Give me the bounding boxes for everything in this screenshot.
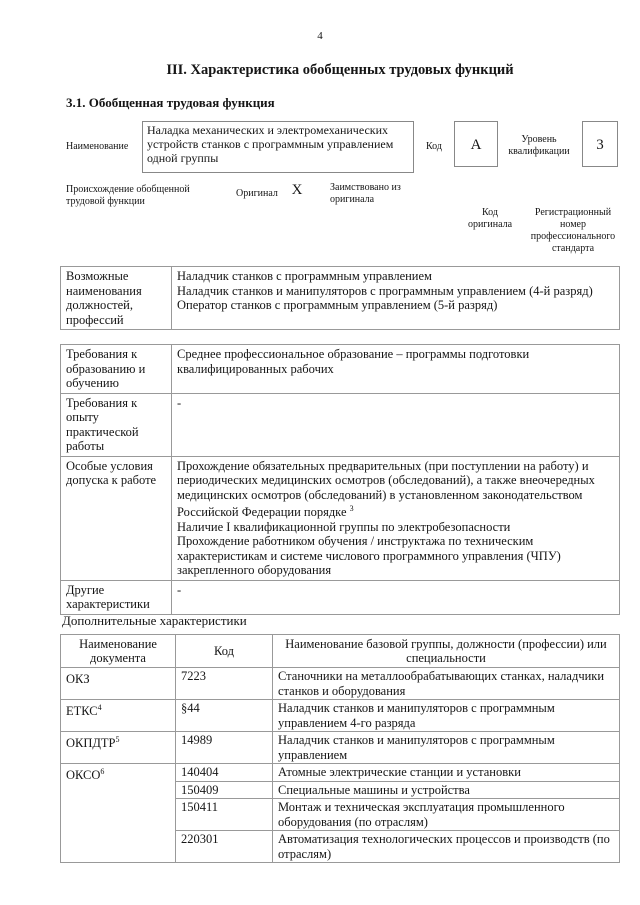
document-cell — [61, 700, 176, 732]
document-name: ОКСО — [66, 768, 101, 783]
origin-code-label: Код оригинала — [467, 207, 513, 230]
additional-table — [60, 634, 620, 863]
code-cell: 7223 — [176, 668, 273, 700]
special-conditions-label: Особые условия допуска к работе — [61, 456, 172, 580]
table-row — [61, 668, 620, 700]
function-name-box — [142, 121, 414, 173]
possible-names-row — [61, 267, 620, 330]
additional-header-row — [61, 635, 620, 668]
table-row — [61, 700, 620, 732]
possible-names-cell — [172, 267, 620, 330]
experience-row — [61, 393, 620, 456]
special-condition-safety: Наличие I квалификационной группы по электробезопасности — [177, 519, 511, 534]
footnote-ref: 5 — [115, 735, 120, 744]
other-value: - — [172, 580, 620, 614]
page-title: III. Характеристика обобщенных трудовых функций — [166, 62, 514, 78]
name-cell: Автоматизация технологических процессов и производств (по отраслям) — [273, 831, 620, 863]
name-cell: Монтаж и техническая эксплуатация промышленного оборудования (по отраслям) — [273, 799, 620, 831]
origin-label: Происхождение обобщенной трудовой функции — [66, 184, 190, 207]
code-cell: 14989 — [176, 732, 273, 764]
level-value: 3 — [596, 137, 604, 153]
function-name-value: Наладка механических и электромеханических устройств станков с программным управлением одной группы — [147, 123, 394, 165]
document-cell — [61, 764, 176, 863]
code-value: А — [470, 137, 482, 153]
requirements-table — [60, 344, 620, 615]
header-name: Наименование базовой группы, должности (профессии) или специальности — [273, 635, 620, 668]
registration-number-label: Регистрационный номер профессионального стандарта — [530, 207, 616, 254]
possible-name-line: Оператор станков с программным управлением (5-й разряд) — [177, 298, 498, 312]
footnote-ref: 4 — [97, 703, 102, 712]
code-cell: 140404 — [176, 764, 273, 782]
document-name: ОКПДТР — [66, 736, 116, 751]
name-cell: Наладчик станков и манипуляторов с программным управлением 4-го разряда — [273, 700, 620, 732]
special-conditions-row — [61, 456, 620, 580]
table-row — [61, 732, 620, 764]
education-value: Среднее профессиональное образование – программы подготовки квалифицированных рабочих — [172, 345, 620, 394]
borrowed-label: Заимствовано из оригинала — [330, 182, 401, 205]
possible-names-label: Возможные наименования должностей, профессий — [61, 267, 172, 330]
possible-name-line: Наладчик станков с программным управлением — [177, 269, 432, 283]
possible-names-table — [60, 266, 620, 330]
special-conditions-cell — [172, 456, 620, 580]
special-condition-medical-text: Прохождение обязательных предварительных (при поступлении на работу) и периодических медицинских осмотров (обследований), а также внеочередных медицинских осмотров (обследований) в установленном законодательством Российской Федерации порядке — [177, 458, 595, 520]
page-number: 4 — [317, 30, 323, 42]
education-label: Требования к образованию и обучению — [61, 345, 172, 394]
document-name: ЕТКС — [66, 704, 98, 719]
special-condition-training: Прохождение работником обучения / инструктажа по техническим характеристикам и системе числового программного управления (ЧПУ) закрепленного оборудования — [177, 534, 561, 578]
qualification-level-label: Уровень квалификации — [508, 134, 570, 157]
code-cell: 220301 — [176, 831, 273, 863]
name-cell: Специальные машины и устройства — [273, 781, 620, 799]
other-label: Другие характеристики — [61, 580, 172, 614]
header-code: Код — [176, 635, 273, 668]
possible-name-line: Наладчик станков и манипуляторов с программным управлением (4-й разряд) — [177, 283, 593, 298]
document-name: ОКЗ — [66, 672, 90, 687]
name-label: Наименование — [66, 141, 129, 152]
additional-title: Дополнительные характеристики — [62, 613, 247, 628]
header-document: Наименование документа — [61, 635, 176, 668]
code-cell: §44 — [176, 700, 273, 732]
special-condition-medical — [177, 459, 614, 520]
document-cell — [61, 732, 176, 764]
original-mark: X — [291, 182, 303, 198]
other-row — [61, 580, 620, 614]
table-row — [61, 764, 620, 782]
education-row — [61, 345, 620, 394]
experience-label: Требования к опыту практической работы — [61, 393, 172, 456]
footnote-ref: 6 — [100, 767, 105, 776]
code-box — [454, 121, 498, 167]
code-label: Код — [426, 141, 442, 152]
experience-value: - — [172, 393, 620, 456]
name-cell: Наладчик станков и манипуляторов с программным управлением — [273, 732, 620, 764]
document-cell — [61, 668, 176, 700]
code-cell: 150411 — [176, 799, 273, 831]
name-cell: Атомные электрические станции и установки — [273, 764, 620, 782]
level-box — [582, 121, 618, 167]
original-label: Оригинал — [236, 188, 278, 199]
code-cell: 150409 — [176, 781, 273, 799]
name-cell: Станочники на металлообрабатывающих станках, наладчики станков и оборудования — [273, 668, 620, 700]
footnote-ref: 3 — [349, 504, 354, 513]
section-title: 3.1. Обобщенная трудовая функция — [66, 95, 275, 110]
